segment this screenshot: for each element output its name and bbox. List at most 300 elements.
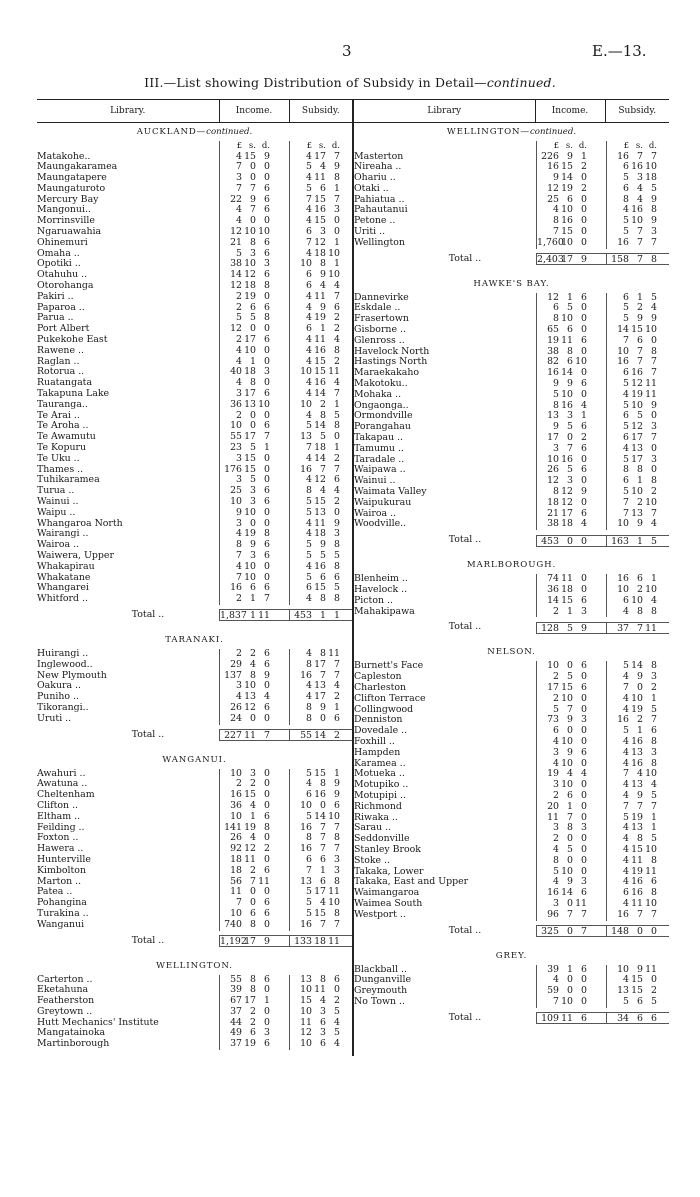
right-section-heading bbox=[354, 275, 669, 293]
income-value-part: 7 bbox=[236, 182, 242, 194]
subsidy-value-part: 5 bbox=[306, 161, 312, 173]
subsidy-value-part: 16 bbox=[631, 876, 643, 888]
library-row bbox=[37, 1039, 352, 1050]
library-name: Pohangina bbox=[37, 898, 87, 909]
subsidy-value-part: 8 bbox=[306, 712, 312, 724]
library-row bbox=[37, 660, 352, 671]
total-subsidy-part: 0 bbox=[637, 926, 643, 938]
income-value-part: 6 bbox=[264, 301, 270, 313]
library-name: Taradale .. bbox=[354, 454, 405, 465]
library-name: Stoke .. bbox=[354, 855, 391, 866]
subsidy-value bbox=[289, 714, 352, 725]
income-value-part: 0 bbox=[264, 918, 270, 930]
subsidy-value-part: 6 bbox=[320, 875, 326, 887]
income-value-part: 12 bbox=[547, 291, 559, 303]
subsidy-value-part: 4 bbox=[306, 680, 312, 692]
subsidy-value-part: 4 bbox=[623, 854, 629, 866]
library-row bbox=[37, 714, 352, 725]
income-value-part: 3 bbox=[553, 822, 559, 834]
library-name: Otaki .. bbox=[354, 183, 389, 194]
income-value-part: 0 bbox=[581, 833, 587, 845]
library-row bbox=[354, 672, 669, 683]
income-value-part: 10 bbox=[244, 571, 256, 583]
income-value-part: 6 bbox=[581, 421, 587, 433]
subsidy-value-part: 3 bbox=[320, 226, 326, 238]
subsidy-value-part: 15 bbox=[314, 215, 326, 227]
subsidy-value bbox=[289, 1039, 352, 1050]
income-value-part: 4 bbox=[553, 843, 559, 855]
income-value-part: 6 bbox=[581, 660, 587, 672]
library-row bbox=[37, 411, 352, 422]
subsidy-value-part: 1 bbox=[334, 182, 340, 194]
income-value-part: 0 bbox=[250, 886, 256, 898]
subsidy-value-part: 6 bbox=[623, 367, 629, 379]
subsidy-value-part: 2 bbox=[637, 496, 643, 508]
income-value-part: 4 bbox=[567, 768, 573, 780]
income-value-part: 10 bbox=[561, 236, 573, 248]
library-row bbox=[37, 844, 352, 855]
subsidy-value-part: 8 bbox=[306, 832, 312, 844]
subsidy-value-part: 6 bbox=[334, 301, 340, 313]
subsidy-value-part: 1 bbox=[637, 291, 643, 303]
subsidy-value-part: 5 bbox=[306, 886, 312, 898]
income-value-part: 49 bbox=[230, 1027, 242, 1039]
income-value-part: 6 bbox=[581, 681, 587, 693]
income-value-part: 0 bbox=[581, 226, 587, 238]
subsidy-value-part: 5 bbox=[623, 226, 629, 238]
subsidy-value-part: 8 bbox=[320, 647, 326, 659]
income-value-part: 0 bbox=[567, 854, 573, 866]
units-row bbox=[37, 141, 352, 152]
subsidy-value bbox=[606, 519, 669, 530]
income-value-part: 5 bbox=[567, 464, 573, 476]
library-row bbox=[354, 585, 669, 596]
income-value-part: 2 bbox=[250, 1005, 256, 1017]
library-row bbox=[354, 162, 669, 173]
income-value-part: 4 bbox=[250, 799, 256, 811]
income-value-part: 0 bbox=[581, 789, 587, 801]
subsidy-value-part: 6 bbox=[651, 876, 657, 888]
income-value bbox=[536, 498, 606, 509]
income-value-part: 10 bbox=[561, 735, 573, 747]
subsidy-value-part: 0 bbox=[651, 442, 657, 454]
income-value-part: 7 bbox=[236, 897, 242, 909]
income-value-part: 7 bbox=[264, 431, 270, 443]
library-row bbox=[354, 357, 669, 368]
income-value-part: 3 bbox=[236, 680, 242, 692]
subsidy-value-part: 3 bbox=[334, 864, 340, 876]
library-name: Petone .. bbox=[354, 216, 396, 227]
subsidy-value-part: 7 bbox=[320, 669, 326, 681]
income-value-part: 10 bbox=[244, 226, 256, 238]
subsidy-value-part: 1 bbox=[651, 573, 657, 585]
column-header-library: Library. bbox=[37, 100, 219, 123]
library-row bbox=[354, 737, 669, 748]
income-value-part: 4 bbox=[553, 876, 559, 888]
subsidy-value-part: 19 bbox=[314, 312, 326, 324]
right-section-heading bbox=[354, 643, 669, 661]
subsidy-value-part: 4 bbox=[320, 995, 326, 1007]
subsidy-value-part: 6 bbox=[306, 789, 312, 801]
income-value-part: 0 bbox=[581, 496, 587, 508]
income-value-part: 96 bbox=[547, 908, 559, 920]
income-value-part: 9 bbox=[581, 486, 587, 498]
total-subsidy bbox=[289, 609, 352, 621]
library-row bbox=[354, 433, 669, 444]
library-row bbox=[37, 583, 352, 594]
subsidy-value-part: 4 bbox=[306, 593, 312, 605]
income-value-part: 6 bbox=[264, 582, 270, 594]
library-row bbox=[354, 780, 669, 791]
subsidy-value-part: 9 bbox=[320, 269, 326, 281]
table-title-suffix: continued. bbox=[486, 75, 556, 90]
income-value-part: 8 bbox=[250, 669, 256, 681]
income-value-part: 0 bbox=[250, 409, 256, 421]
subsidy-value bbox=[289, 454, 352, 465]
income-value-part: 6 bbox=[264, 701, 270, 713]
library-row bbox=[37, 801, 352, 812]
income-value-part: 0 bbox=[581, 995, 587, 1007]
income-value-part: 7 bbox=[553, 995, 559, 1007]
income-value-part: 5 bbox=[567, 302, 573, 314]
library-row bbox=[354, 390, 669, 401]
subsidy-value-part: 10 bbox=[631, 215, 643, 227]
library-row bbox=[354, 834, 669, 845]
income-value-part: 0 bbox=[581, 854, 587, 866]
subsidy-value-part: 3 bbox=[320, 1005, 326, 1017]
library-name: Masterton bbox=[354, 151, 404, 162]
library-row bbox=[37, 823, 352, 834]
library-row bbox=[354, 184, 669, 195]
total-income bbox=[536, 622, 606, 634]
library-name: Tuhikaramea bbox=[37, 475, 100, 486]
subsidy-value-part: 3 bbox=[334, 204, 340, 216]
income-value-part: 0 bbox=[581, 985, 587, 997]
library-row bbox=[37, 573, 352, 584]
subsidy-value-part: 4 bbox=[320, 161, 326, 173]
subsidy-value-part: 7 bbox=[623, 334, 629, 346]
total-income bbox=[219, 729, 289, 741]
income-value-part: 9 bbox=[236, 506, 242, 518]
income-value-part: 8 bbox=[553, 215, 559, 227]
subsidy-value-part: 16 bbox=[300, 463, 312, 475]
library-row bbox=[354, 910, 669, 921]
total-subsidy-part: 7 bbox=[637, 622, 643, 634]
income-value-part: 23 bbox=[230, 442, 242, 454]
library-row bbox=[37, 205, 352, 216]
subsidy-value-part: 16 bbox=[631, 367, 643, 379]
income-value-part: 4 bbox=[236, 377, 242, 389]
subsidy-value-part: 11 bbox=[314, 984, 326, 996]
subsidy-value-part: 4 bbox=[306, 247, 312, 259]
income-value-part: 0 bbox=[264, 517, 270, 529]
income-value-part: 59 bbox=[547, 985, 559, 997]
income-value-part: 6 bbox=[567, 356, 573, 368]
income-value-part: 0 bbox=[581, 236, 587, 248]
income-value-part: 74 bbox=[547, 573, 559, 585]
section-total-row bbox=[354, 1011, 669, 1026]
income-value-part: 18 bbox=[547, 496, 559, 508]
subsidy-value-part: 4 bbox=[306, 377, 312, 389]
library-name: Riwaka .. bbox=[354, 812, 398, 823]
income-value-part: 73 bbox=[547, 714, 559, 726]
subsidy-value-part: 17 bbox=[314, 658, 326, 670]
total-income bbox=[536, 1012, 606, 1024]
library-name: Matakohe.. bbox=[37, 151, 91, 162]
subsidy-value-part: 9 bbox=[651, 215, 657, 227]
income-value-part: 10 bbox=[575, 356, 587, 368]
income-value-part: 0 bbox=[264, 215, 270, 227]
section-name: AUCKLAND bbox=[136, 127, 197, 137]
library-row bbox=[37, 465, 352, 476]
subsidy-value-part: 17 bbox=[631, 453, 643, 465]
subsidy-value-part: 16 bbox=[617, 714, 629, 726]
subsidy-value-part: 3 bbox=[651, 671, 657, 683]
income-value-part: 6 bbox=[264, 907, 270, 919]
income-value-part: 8 bbox=[250, 973, 256, 985]
income-value-part: 12 bbox=[244, 269, 256, 281]
subsidy-value-part: 15 bbox=[631, 843, 643, 855]
income-value-part: 6 bbox=[264, 182, 270, 194]
income-value-part: 4 bbox=[236, 355, 242, 367]
subsidy-value-part: 9 bbox=[637, 963, 643, 975]
income-value bbox=[536, 607, 606, 618]
units-row bbox=[354, 141, 669, 152]
income-value-part: 0 bbox=[567, 833, 573, 845]
subsidy-value-part: 2 bbox=[334, 312, 340, 324]
income-value-part: 12 bbox=[230, 226, 242, 238]
library-name: Rawene .. bbox=[37, 345, 84, 356]
income-value-part: 0 bbox=[264, 161, 270, 173]
income-value-part: 10 bbox=[561, 313, 573, 325]
subsidy-value-part: 2 bbox=[651, 985, 657, 997]
subsidy-value-part: 2 bbox=[637, 584, 643, 595]
subsidy-value-part: 11 bbox=[314, 290, 326, 302]
income-value-part: 0 bbox=[264, 799, 270, 811]
income-value-part: 1,760 bbox=[537, 236, 564, 248]
library-row bbox=[354, 596, 669, 607]
subsidy-value-part: 9 bbox=[320, 301, 326, 313]
income-value-part: 4 bbox=[581, 399, 587, 411]
subsidy-value-part: 8 bbox=[651, 475, 657, 487]
total-income-part: 5 bbox=[567, 622, 573, 634]
subsidy-value-part: 12 bbox=[314, 236, 326, 248]
subsidy-value-part: 5 bbox=[306, 907, 312, 919]
income-value-part: 6 bbox=[264, 1038, 270, 1050]
library-name: Hawera .. bbox=[37, 844, 84, 855]
subsidy-value-part: 16 bbox=[631, 161, 643, 173]
total-income-part: 453 bbox=[541, 535, 559, 547]
subsidy-value-part: 2 bbox=[334, 355, 340, 367]
subsidy-value-part: 8 bbox=[651, 854, 657, 866]
library-row bbox=[37, 562, 352, 573]
income-value-part: 5 bbox=[553, 388, 559, 400]
subsidy-value-part: 18 bbox=[314, 247, 326, 259]
income-value-part: 0 bbox=[567, 897, 573, 909]
subsidy-value-part: 5 bbox=[320, 549, 326, 561]
subsidy-value-part: 19 bbox=[631, 811, 643, 823]
subsidy-value-part: 10 bbox=[328, 810, 340, 822]
income-value-part: 3 bbox=[581, 605, 587, 617]
total-income-part: 1,192 bbox=[220, 936, 247, 947]
subsidy-value-part: 13 bbox=[631, 746, 643, 758]
subsidy-value-part: 8 bbox=[651, 605, 657, 617]
income-value-part: 0 bbox=[567, 725, 573, 737]
subsidy-value-part: 16 bbox=[314, 204, 326, 216]
subsidy-value-part: 5 bbox=[623, 660, 629, 672]
subsidy-value bbox=[606, 856, 669, 867]
subsidy-value-part: 7 bbox=[651, 507, 657, 519]
library-row bbox=[37, 195, 352, 206]
library-name: Wainui .. bbox=[354, 476, 396, 487]
income-value-part: 4 bbox=[236, 204, 242, 216]
library-name: Morrinsville bbox=[37, 216, 95, 227]
library-name: Mohaka .. bbox=[354, 389, 402, 400]
total-subsidy bbox=[606, 925, 669, 937]
library-row bbox=[37, 920, 352, 931]
income-value-part: 0 bbox=[264, 474, 270, 486]
total-subsidy-part: 0 bbox=[651, 926, 657, 938]
library-name: Richmond bbox=[354, 801, 402, 812]
income-value-part: 8 bbox=[264, 528, 270, 540]
total-income bbox=[536, 925, 606, 937]
library-name: Oakura .. bbox=[37, 681, 82, 692]
subsidy-value-part: 6 bbox=[334, 712, 340, 724]
income-value-part: 56 bbox=[230, 875, 242, 887]
subsidy-value-part: 4 bbox=[651, 594, 657, 606]
library-name: Motupiko .. bbox=[354, 780, 409, 791]
library-name: Charleston bbox=[354, 682, 407, 693]
subsidy-value-part: 4 bbox=[623, 692, 629, 704]
subsidy-value-part: 5 bbox=[623, 215, 629, 227]
left-section-heading: AUCKLAND—continued. bbox=[136, 127, 253, 137]
subsidy-value-part: 9 bbox=[651, 313, 657, 325]
library-name: Burnett's Face bbox=[354, 661, 424, 672]
income-value-part: 12 bbox=[561, 486, 573, 498]
income-value-part: 2 bbox=[236, 334, 242, 346]
library-row bbox=[37, 324, 352, 335]
subsidy-value-part: 4 bbox=[623, 671, 629, 683]
income-value-part: 38 bbox=[547, 345, 559, 357]
income-value-part: 14 bbox=[561, 172, 573, 184]
income-value-part: 0 bbox=[581, 735, 587, 747]
library-name: Whangarei bbox=[37, 583, 89, 594]
subsidy-value-part: 7 bbox=[637, 236, 643, 248]
library-row bbox=[354, 152, 669, 163]
income-value-part: 0 bbox=[567, 660, 573, 672]
income-value-part: 0 bbox=[250, 215, 256, 227]
income-value-part: 6 bbox=[264, 269, 270, 281]
section-total-row bbox=[37, 608, 352, 623]
subsidy-value-part: 7 bbox=[651, 150, 657, 162]
income-value-part: 8 bbox=[236, 539, 242, 551]
subsidy-value-part: 11 bbox=[328, 366, 340, 378]
library-row bbox=[37, 378, 352, 389]
subsidy-value-part: 6 bbox=[623, 475, 629, 487]
subsidy-value-part: 4 bbox=[306, 290, 312, 302]
income-value-part: 0 bbox=[581, 215, 587, 227]
income-value-part: 38 bbox=[230, 258, 242, 270]
income-value-part: 6 bbox=[581, 746, 587, 758]
income-value-part: 0 bbox=[581, 757, 587, 769]
subsidy-value-part: 4 bbox=[306, 215, 312, 227]
library-name: Wellington bbox=[354, 237, 405, 248]
income-value bbox=[536, 748, 606, 759]
units-spacer bbox=[37, 141, 219, 152]
income-value-part: 10 bbox=[244, 560, 256, 572]
subsidy-value-part: 7 bbox=[623, 768, 629, 780]
income-value-part: 5 bbox=[236, 312, 242, 324]
subsidy-value-part: 4 bbox=[306, 150, 312, 162]
library-row bbox=[354, 694, 669, 705]
subsidy-value-part: 5 bbox=[623, 313, 629, 325]
subsidy-value-part: 10 bbox=[617, 345, 629, 357]
income-value-part: 11 bbox=[547, 811, 559, 823]
subsidy-value-part: 10 bbox=[617, 963, 629, 975]
library-name: Westport .. bbox=[354, 909, 406, 920]
library-row bbox=[354, 325, 669, 336]
subsidy-value-part: 4 bbox=[306, 301, 312, 313]
income-value bbox=[219, 866, 289, 877]
income-value-part: 0 bbox=[264, 984, 270, 996]
subsidy-value-part: 11 bbox=[300, 1016, 312, 1028]
total-subsidy-part: 158 bbox=[611, 254, 629, 266]
subsidy-value-part: 4 bbox=[320, 485, 326, 497]
subsidy-value-part: 2 bbox=[334, 323, 340, 335]
subsidy-value-part: 16 bbox=[300, 669, 312, 681]
table-title-main: III.—List showing Distribution of Subsidy in Detail— bbox=[144, 75, 487, 90]
total-label: Total .. bbox=[131, 935, 165, 946]
income-value-part: 10 bbox=[230, 767, 242, 779]
subsidy-value-part: 13 bbox=[314, 680, 326, 692]
income-value-part: 12 bbox=[561, 496, 573, 508]
section-total-row bbox=[354, 924, 669, 939]
total-income-part: 0 bbox=[581, 535, 587, 547]
income-value bbox=[536, 519, 606, 530]
subsidy-value-part: 16 bbox=[631, 735, 643, 747]
library-name: Te Uku .. bbox=[37, 453, 80, 464]
library-name: Ohariu .. bbox=[354, 173, 396, 184]
income-value-part: 19 bbox=[244, 821, 256, 833]
library-row bbox=[354, 888, 669, 899]
subsidy-value-part: 5 bbox=[623, 453, 629, 465]
income-value-part: 39 bbox=[230, 984, 242, 996]
library-name: Uruti .. bbox=[37, 713, 72, 724]
library-name: Wairangi .. bbox=[37, 529, 89, 540]
subsidy-value-part: 4 bbox=[306, 409, 312, 421]
subsidy-value-part: 7 bbox=[623, 496, 629, 508]
income-value-part: 3 bbox=[581, 822, 587, 834]
income-value-part: 6 bbox=[264, 897, 270, 909]
income-value-part: 26 bbox=[547, 464, 559, 476]
total-label: Total .. bbox=[448, 925, 482, 936]
income-value-part: 7 bbox=[567, 908, 573, 920]
library-name: Seddonville bbox=[354, 834, 410, 845]
income-value bbox=[536, 444, 606, 455]
income-value-part: 4 bbox=[553, 735, 559, 747]
income-value-part: 3 bbox=[264, 366, 270, 378]
income-value bbox=[219, 508, 289, 519]
library-row bbox=[37, 692, 352, 703]
subsidy-value-part: 4 bbox=[306, 517, 312, 529]
income-value-part: 3 bbox=[581, 714, 587, 726]
subsidy-value-part: 4 bbox=[623, 897, 629, 909]
subsidy-value-part: 6 bbox=[334, 799, 340, 811]
subsidy-value bbox=[289, 400, 352, 411]
subsidy-value-part: 7 bbox=[651, 367, 657, 379]
income-value-part: 16 bbox=[547, 887, 559, 899]
subsidy-value-part: 4 bbox=[623, 843, 629, 855]
